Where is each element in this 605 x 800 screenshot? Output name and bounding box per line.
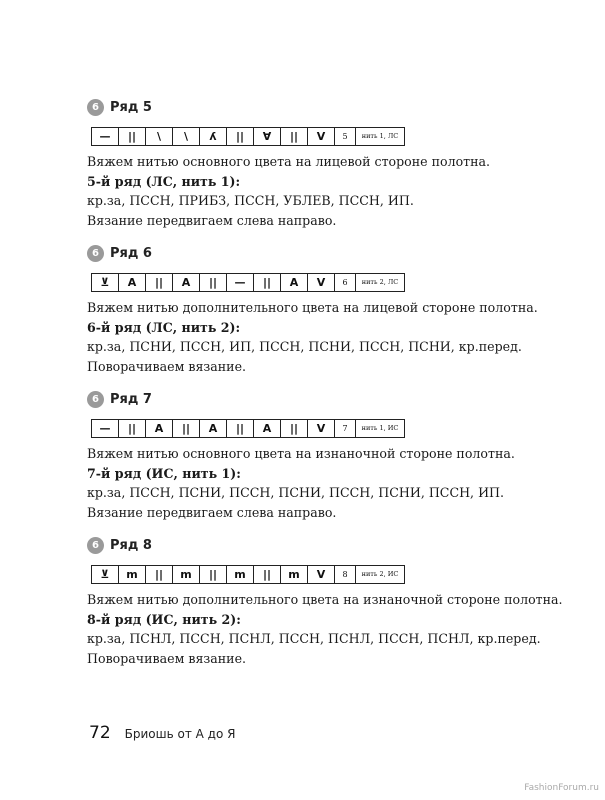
row-instructions bbox=[87, 298, 538, 376]
watermark: FashionForum.ru bbox=[524, 783, 599, 793]
number-badge: 6 bbox=[87, 537, 104, 554]
instruction-line: кр.за, ПСНЛ, ПССН, ПСНЛ, ПССН, ПСНЛ, ПССН, ПСНЛ, кр.перед. bbox=[87, 631, 541, 646]
instruction-heading: 5-й ряд (ЛС, нить 1): bbox=[87, 173, 241, 189]
book-title: Бриошь от А до Я bbox=[124, 727, 236, 741]
chart-row-number: 7 bbox=[335, 420, 356, 437]
chart-symbol: A bbox=[146, 420, 173, 437]
chart-symbol: A bbox=[200, 420, 227, 437]
chart-symbol: || bbox=[200, 566, 227, 583]
stitch-chart bbox=[91, 565, 405, 584]
chart-symbol: ∀ bbox=[254, 128, 281, 145]
chart-symbol: || bbox=[119, 420, 146, 437]
chart-symbol: V bbox=[308, 274, 335, 291]
chart-symbol: || bbox=[200, 274, 227, 291]
page-footer bbox=[89, 723, 235, 743]
chart-symbol: m bbox=[281, 566, 308, 583]
chart-row-label: нить 2, ИС bbox=[361, 570, 399, 579]
instruction-line: Вяжем нитью основного цвета на лицевой стороне полотна. bbox=[87, 154, 491, 169]
instruction-heading: 6-й ряд (ЛС, нить 2): bbox=[87, 319, 241, 335]
stitch-chart bbox=[91, 419, 405, 438]
chart-symbol: — bbox=[92, 128, 119, 145]
row-title: Ряд 8 bbox=[110, 537, 152, 553]
row-title: Ряд 7 bbox=[110, 391, 152, 407]
row-heading bbox=[87, 97, 537, 117]
page-number: 72 bbox=[89, 723, 111, 743]
chart-symbol: V bbox=[308, 566, 335, 583]
chart-symbol: ⊻ bbox=[92, 566, 119, 583]
instruction-line: кр.за, ПСНИ, ПССН, ИП, ПССН, ПСНИ, ПССН, ПСНИ, кр.перед. bbox=[87, 339, 522, 354]
instruction-line: Вяжем нитью дополнительного цвета на лицевой стороне полотна. bbox=[87, 300, 538, 315]
chart-row-number: 5 bbox=[335, 128, 356, 145]
chart-symbol: || bbox=[281, 420, 308, 437]
instruction-line: кр.за, ПССН, ПСНИ, ПССН, ПСНИ, ПССН, ПСНИ, ПССН, ИП. bbox=[87, 485, 505, 500]
chart-symbol: || bbox=[227, 128, 254, 145]
row-heading bbox=[87, 535, 537, 555]
chart-row-number: 8 bbox=[335, 566, 356, 583]
chart-symbol: ⊻ bbox=[92, 274, 119, 291]
row-instructions bbox=[87, 590, 563, 668]
row-7-section bbox=[87, 389, 537, 520]
chart-symbol: m bbox=[119, 566, 146, 583]
chart-symbol: || bbox=[146, 274, 173, 291]
row-title: Ряд 6 bbox=[110, 245, 152, 261]
chart-symbol: m bbox=[227, 566, 254, 583]
instruction-line: Поворачиваем вязание. bbox=[87, 358, 247, 374]
number-badge: 6 bbox=[87, 391, 104, 408]
chart-symbol: || bbox=[227, 420, 254, 437]
instruction-line: Вяжем нитью дополнительного цвета на изнаночной стороне полотна. bbox=[87, 592, 563, 607]
instruction-line: Вяжем нитью основного цвета на изнаночной стороне полотна. bbox=[87, 446, 515, 461]
chart-symbol: || bbox=[119, 128, 146, 145]
instruction-heading: 7-й ряд (ИС, нить 1): bbox=[87, 465, 241, 481]
row-instructions bbox=[87, 444, 515, 522]
chart-row-label: нить 1, ИС bbox=[361, 424, 399, 433]
number-badge: 6 bbox=[87, 99, 104, 116]
instruction-heading: 8-й ряд (ИС, нить 2): bbox=[87, 611, 241, 627]
chart-symbol: m bbox=[173, 566, 200, 583]
chart-symbol: — bbox=[92, 420, 119, 437]
row-title: Ряд 5 bbox=[110, 99, 152, 115]
row-heading bbox=[87, 389, 537, 409]
stitch-chart bbox=[91, 273, 405, 292]
instruction-line: Вязание передвигаем слева направо. bbox=[87, 504, 337, 520]
instruction-line: Вязание передвигаем слева направо. bbox=[87, 212, 337, 228]
chart-symbol: ʎ bbox=[200, 128, 227, 145]
row-instructions bbox=[87, 152, 490, 230]
chart-symbol: \ bbox=[146, 128, 173, 145]
chart-symbol: A bbox=[119, 274, 146, 291]
row-heading bbox=[87, 243, 537, 263]
instruction-line: кр.за, ПССН, ПРИБЗ, ПССН, УБЛЕВ, ПССН, ИП. bbox=[87, 193, 414, 208]
row-6-section bbox=[87, 243, 538, 374]
chart-row-label: нить 2, ЛС bbox=[361, 278, 399, 287]
chart-symbol: \ bbox=[173, 128, 200, 145]
chart-symbol: || bbox=[254, 274, 281, 291]
chart-symbol: A bbox=[173, 274, 200, 291]
instruction-line: Поворачиваем вязание. bbox=[87, 650, 247, 666]
row-5-section bbox=[87, 97, 537, 228]
chart-symbol: V bbox=[308, 420, 335, 437]
number-badge: 6 bbox=[87, 245, 104, 262]
chart-symbol: || bbox=[281, 128, 308, 145]
row-8-section bbox=[87, 535, 563, 666]
chart-symbol: V bbox=[308, 128, 335, 145]
chart-symbol: A bbox=[281, 274, 308, 291]
chart-row-number: 6 bbox=[335, 274, 356, 291]
stitch-chart bbox=[91, 127, 405, 146]
chart-symbol: || bbox=[146, 566, 173, 583]
chart-symbol: || bbox=[254, 566, 281, 583]
chart-symbol: A bbox=[254, 420, 281, 437]
chart-symbol: — bbox=[227, 274, 254, 291]
chart-row-label: нить 1, ЛС bbox=[361, 132, 399, 141]
chart-symbol: || bbox=[173, 420, 200, 437]
